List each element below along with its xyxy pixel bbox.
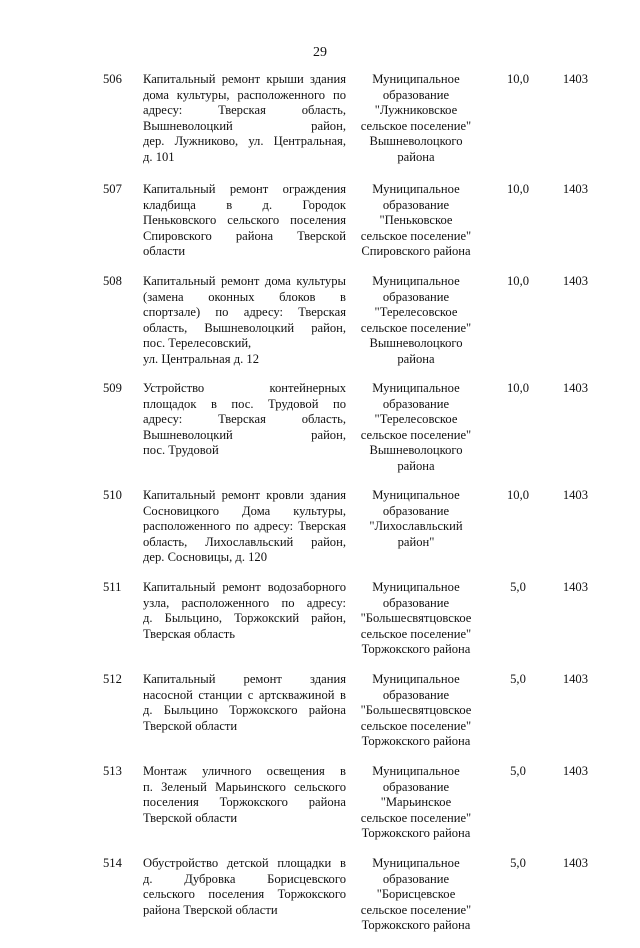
municipality-line: сельское поселение": [360, 718, 472, 733]
work-description: [143, 856, 346, 918]
description-line: д. Быльцино, Торжокский район,: [143, 611, 346, 626]
amount: 5,0: [510, 856, 526, 870]
description-line: спортзале) по адресу: Тверская: [143, 305, 346, 320]
municipality-line: сельское поселение": [360, 902, 472, 917]
municipality: [350, 72, 482, 166]
description-line: дер. Лужниково, ул. Центральная,: [143, 134, 346, 149]
municipality-line: "Борисцевское: [376, 887, 456, 902]
work-description: [143, 580, 346, 642]
municipality-line: Торжокского района: [361, 918, 471, 933]
amount: 10,0: [506, 182, 530, 196]
work-description: [143, 764, 346, 826]
municipality-line: "Терелесовское: [374, 412, 458, 427]
municipality-line: Вышневолоцкого: [369, 336, 463, 351]
table-row: [0, 672, 640, 750]
description-line: пос. Трудовой: [143, 443, 219, 458]
row-number: 510: [103, 488, 122, 502]
amount: 10,0: [506, 72, 530, 86]
municipality-line: "Пеньковское: [379, 213, 453, 228]
description-line: Пеньковского сельского поселения: [143, 213, 346, 228]
municipality-line: Муниципальное: [372, 488, 460, 502]
table-row: [0, 488, 640, 566]
municipality-line: Вышневолоцкого: [369, 134, 463, 149]
amount: 10,0: [506, 381, 530, 395]
municipality: [350, 672, 482, 750]
municipality-line: сельское поселение": [360, 228, 472, 243]
row-number: 514: [103, 856, 122, 870]
municipality-line: Муниципальное: [372, 274, 460, 288]
description-line: узла, расположенного по адресу:: [143, 595, 346, 610]
work-description: [143, 672, 346, 734]
description-line: расположенного по адресу: Тверская: [143, 519, 346, 534]
description-line: (замена оконных блоков в: [143, 289, 346, 304]
table-row: [0, 274, 640, 367]
municipality-line: Муниципальное: [372, 580, 460, 594]
description-line: Вышневолоцкий район,: [143, 427, 346, 442]
page-number: 29: [313, 45, 327, 60]
description-line: Капитальный ремонт водозаборного: [143, 580, 346, 594]
municipality-line: образование: [382, 503, 450, 518]
description-line: область, Вышневолоцкий район,: [143, 320, 346, 335]
description-line: Тверской области: [143, 810, 238, 825]
description-line: область, Лихославльский район,: [143, 534, 346, 549]
municipality-line: Муниципальное: [372, 72, 460, 86]
description-line: поселения Торжокского района: [143, 795, 346, 810]
table-row: [0, 764, 640, 842]
description-line: д. 101: [143, 149, 175, 164]
description-line: Спировского района Тверской: [143, 228, 346, 243]
municipality: [350, 764, 482, 842]
table-row: [0, 72, 640, 168]
description-line: адресу: Тверская область,: [143, 103, 346, 118]
description-line: насосной станции с артскважиной в: [143, 687, 346, 702]
description-line: кладбища в д. Городок: [143, 197, 346, 212]
municipality-line: образование: [382, 687, 450, 702]
municipality-line: сельское поселение": [360, 118, 472, 133]
budget-code: 1403: [562, 672, 588, 686]
description-line: Тверской области: [143, 718, 238, 733]
description-line: ул. Центральная д. 12: [143, 351, 260, 366]
description-line: Капитальный ремонт кровли здания: [143, 488, 346, 502]
description-line: пос. Терелесовский,: [143, 336, 252, 351]
row-number: 511: [103, 580, 122, 594]
municipality: [350, 856, 482, 934]
municipality-line: Муниципальное: [372, 856, 460, 870]
municipality-line: Торжокского района: [361, 826, 471, 841]
description-line: дома культуры, расположенного по: [143, 87, 346, 102]
budget-code: 1403: [562, 182, 588, 196]
table-row: [0, 381, 640, 474]
description-line: п. Зеленый Марьинского сельского: [143, 779, 346, 794]
budget-code: 1403: [562, 488, 588, 502]
work-description: [143, 381, 346, 459]
table-row: [0, 182, 640, 260]
amount: 5,0: [510, 764, 526, 778]
municipality: [350, 274, 482, 368]
work-description: [143, 182, 346, 260]
description-line: района Тверской области: [143, 902, 278, 917]
row-number: 513: [103, 764, 122, 778]
description-line: Сосновицкого Дома культуры,: [143, 503, 346, 518]
description-line: Монтаж уличного освещения в: [143, 764, 346, 778]
description-line: Капитальный ремонт дома культуры: [143, 274, 346, 288]
description-line: Вышневолоцкий район,: [143, 118, 346, 133]
work-description: [143, 488, 346, 566]
description-line: области: [143, 244, 186, 259]
budget-code: 1403: [562, 72, 588, 86]
municipality: [350, 182, 482, 260]
description-line: Устройство контейнерных: [143, 381, 346, 395]
municipality: [350, 488, 482, 550]
municipality-line: "Терелесовское: [374, 305, 458, 320]
table-body: [0, 72, 640, 948]
municipality-line: образование: [382, 289, 450, 304]
municipality-line: Вышневолоцкого: [369, 443, 463, 458]
municipality-line: Муниципальное: [372, 672, 460, 686]
municipality-line: образование: [382, 779, 450, 794]
row-number: 508: [103, 274, 122, 288]
budget-code: 1403: [562, 274, 588, 288]
work-description: [143, 72, 346, 166]
municipality-line: района: [397, 458, 435, 473]
municipality-line: район": [397, 534, 435, 549]
amount: 5,0: [510, 672, 526, 686]
description-line: Капитальный ремонт здания: [143, 672, 346, 686]
description-line: Капитальный ремонт ограждения: [143, 182, 346, 196]
row-number: 509: [103, 381, 122, 395]
description-line: адресу: Тверская область,: [143, 412, 346, 427]
municipality-line: сельское поселение": [360, 810, 472, 825]
description-line: Обустройство детской площадки в: [143, 856, 346, 870]
municipality-line: Спировского района: [361, 244, 471, 259]
municipality-line: образование: [382, 595, 450, 610]
description-line: д. Быльцино Торжокского района: [143, 703, 346, 718]
budget-code: 1403: [562, 764, 588, 778]
row-number: 512: [103, 672, 122, 686]
municipality-line: района: [397, 149, 435, 164]
description-line: Тверская область: [143, 626, 235, 641]
municipality-line: Торжокского района: [361, 642, 471, 657]
description-line: сельского поселения Торжокского: [143, 887, 346, 902]
table-row: [0, 580, 640, 658]
municipality-line: образование: [382, 87, 450, 102]
description-line: д. Дубровка Борисцевского: [143, 871, 346, 886]
description-line: дер. Сосновицы, д. 120: [143, 550, 268, 565]
municipality: [350, 580, 482, 658]
municipality-line: образование: [382, 197, 450, 212]
municipality-line: сельское поселение": [360, 427, 472, 442]
amount: 10,0: [506, 274, 530, 288]
municipality-line: Муниципальное: [372, 182, 460, 196]
budget-code: 1403: [562, 856, 588, 870]
municipality-line: сельское поселение": [360, 626, 472, 641]
municipality-line: "Лихославльский: [369, 519, 463, 534]
row-number: 506: [103, 72, 122, 86]
municipality-line: образование: [382, 396, 450, 411]
description-line: площадок в пос. Трудовой по: [143, 396, 346, 411]
municipality-line: образование: [382, 871, 450, 886]
description-line: Капитальный ремонт крыши здания: [143, 72, 346, 86]
municipality-line: "Марьинское: [380, 795, 452, 810]
table-row: [0, 856, 640, 934]
municipality: [350, 381, 482, 475]
municipality-line: "Большесвятцовское: [360, 611, 472, 626]
municipality-line: района: [397, 351, 435, 366]
work-description: [143, 274, 346, 368]
municipality-line: "Большесвятцовское: [360, 703, 472, 718]
amount: 5,0: [510, 580, 526, 594]
municipality-line: Муниципальное: [372, 381, 460, 395]
municipality-line: Муниципальное: [372, 764, 460, 778]
budget-code: 1403: [562, 580, 588, 594]
municipality-line: сельское поселение": [360, 320, 472, 335]
amount: 10,0: [506, 488, 530, 502]
budget-code: 1403: [562, 381, 588, 395]
row-number: 507: [103, 182, 122, 196]
municipality-line: Торжокского района: [361, 734, 471, 749]
municipality-line: "Лужниковское: [374, 103, 458, 118]
